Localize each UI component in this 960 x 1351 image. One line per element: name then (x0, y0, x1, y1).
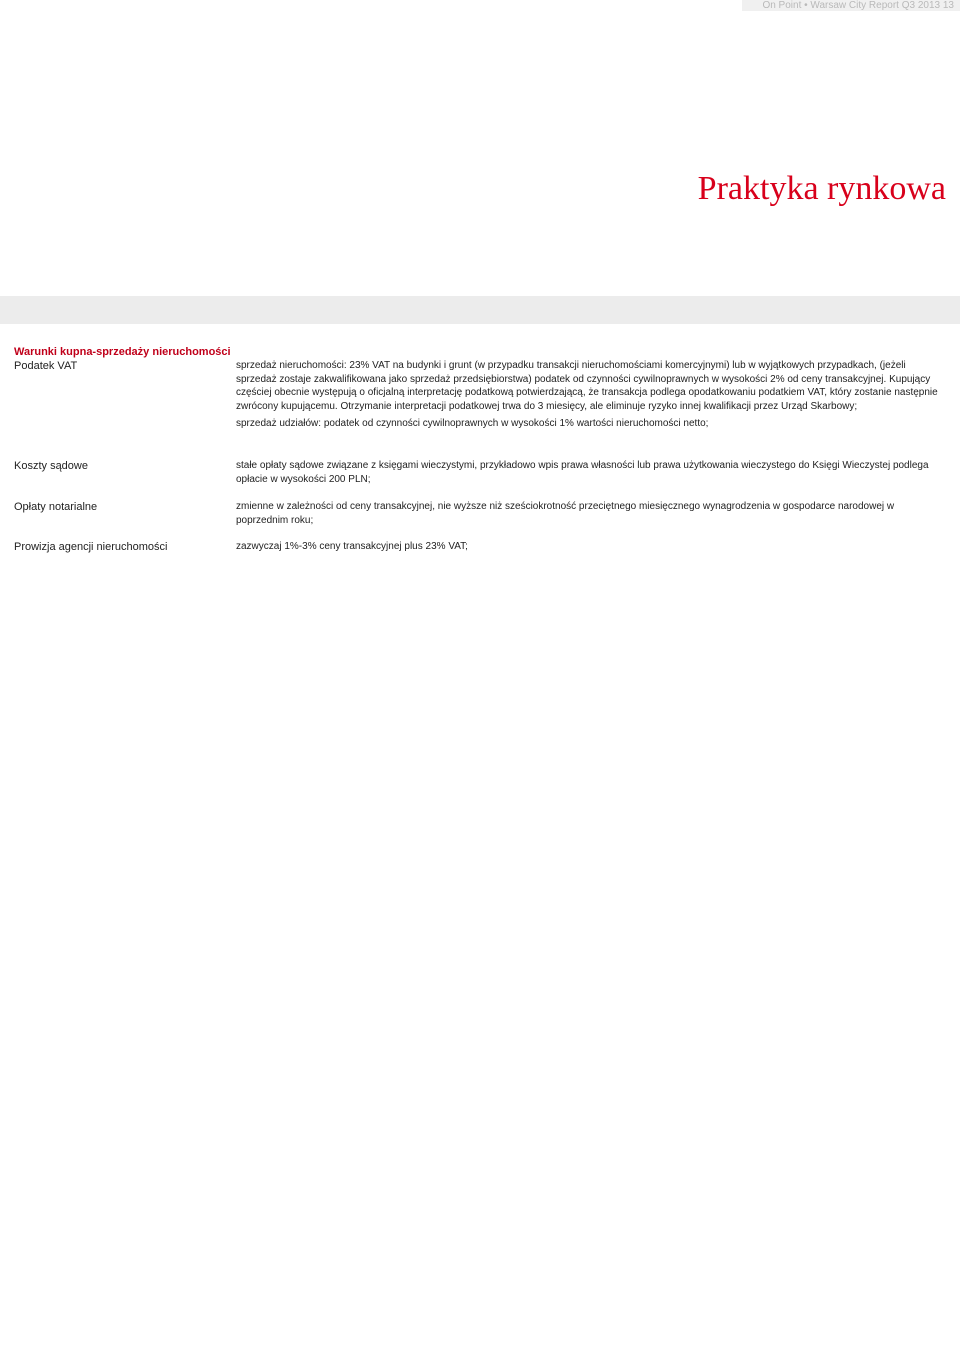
notary-fees-value: zmienne w zależności od ceny transakcyjnej, nie wyższe niż sześciokrotność przeciętnego miesięcznego wynagrodzenia w gospodarce narodowej w poprzednim roku; (236, 501, 895, 526)
page-title: Praktyka rynkowa (697, 170, 946, 207)
purchase-terms-section (14, 345, 946, 555)
divider-band (0, 296, 960, 324)
court-fees-row (14, 459, 946, 500)
agency-fee-label: Prowizja agencji nieruchomości (14, 541, 168, 553)
agency-fee-value: zazwyczaj 1%-3% ceny transakcyjnej plus 23% VAT; (236, 541, 468, 552)
notary-fees-row (14, 500, 946, 540)
vat-row (14, 359, 946, 459)
notary-fees-label: Opłaty notarialne (14, 501, 98, 513)
court-fees-value: stałe opłaty sądowe związane z księgami wieczystymi, przykładowo wpis prawa własności lub prawa użytkowania wieczystego do Księgi Wieczystej podlega opłacie w wysokości 200 PLN; (236, 460, 929, 485)
running-header: On Point • Warsaw City Report Q3 2013 13 (762, 0, 954, 11)
purchase-heading: Warunki kupna-sprzedaży nieruchomości (14, 346, 231, 358)
vat-text-share: sprzedaż udziałów: podatek od czynności cywilnoprawnych w wysokości 1% wartości nieruchomości netto; (236, 418, 709, 429)
vat-text: sprzedaż nieruchomości: 23% VAT na budynki i grunt (w przypadku transakcji nieruchomościami komercyjnymi) lub w wyjątkowych przypadkach, (jeżeli sprzedaż zostaje zakwalifikowana jako sprzedaż przedsiębiorstwa) podatek od czynności cywilnoprawnych w wysokości 2% od ceny transakcyjnej. Kupujący częściej obecnie występują o oficjalną interpretację podatkową potwierdzającą, że transakcja podlega opodatkowaniu podatkiem VAT, który zostanie następnie zwrócony kupującemu. Otrzymanie interpretacji podatkowej trwa do 3 miesięcy, ale eliminuje ryzyko innej kwalifikacji przez Urząd Skarbowy; (236, 360, 938, 412)
agency-fee-row (14, 540, 946, 555)
vat-label: Podatek VAT (14, 360, 78, 372)
vat-value (236, 359, 946, 459)
court-fees-label: Koszty sądowe (14, 460, 88, 472)
